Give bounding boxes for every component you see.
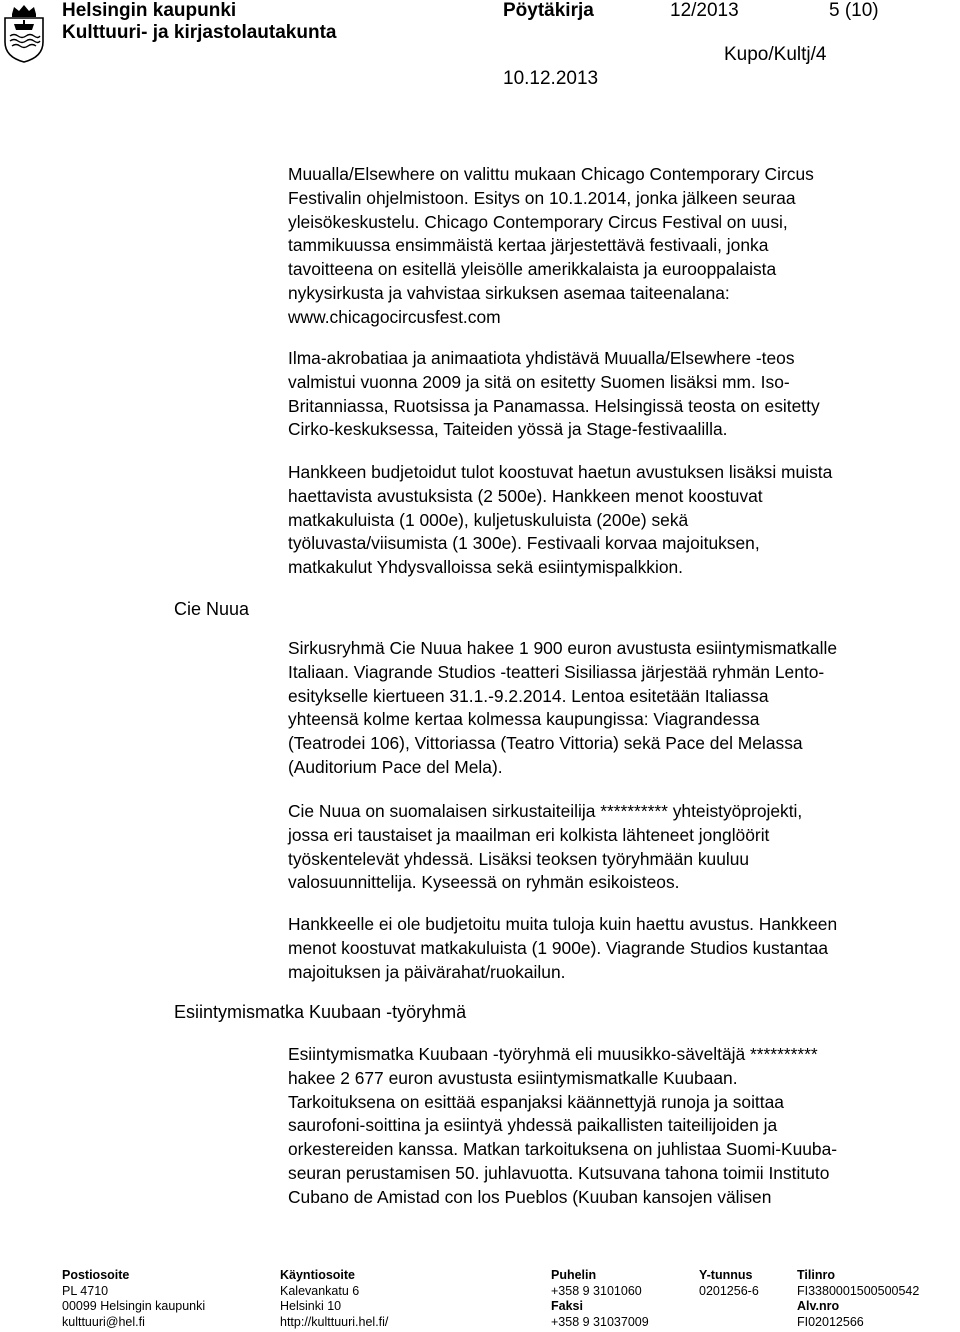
footer-ytunnus <box>699 1268 759 1299</box>
footer-website-link[interactable]: http://kulttuuri.hel.fi/ <box>280 1314 389 1329</box>
case-id: Kupo/Kultj/4 <box>724 44 827 65</box>
footer-tilinro-value: FI3380001500500542 <box>797 1283 920 1298</box>
footer-alv-value: FI02012566 <box>797 1314 864 1329</box>
paragraph-kuuba-application: Esiintymismatka Kuubaan -työryhmä eli muusikko-säveltäjä ********** hakee 2 677 euron avustusta esiintymismatkalle Kuubaan. Tarkoituksena on esittää espanjaksi käännettyjä runoja ja soittaa saurofoni-soittina ja esiintyä yhdessä paikallisten taiteilijoiden ja orkestereiden kanssa. Matkan tarkoituksena on juhlistaa Suomi-Kuuba- seuran perustamisen 50. juhlavuotta. Kutsuvana tahona toimii Instituto Cubano de Amistad con los Pueblos (Kuuban kansojen välisen <box>288 1044 838 1207</box>
paragraph-cie-nuua-budget: Hankkeelle ei ole budjetoitu muita tuloja kuin haettu avustus. Hankkeen menot koostuvat matkakuluista (1 900e). Viagrande Studios kustantaa majoituksen ja päivärahat/ruokailun. <box>288 914 838 982</box>
paragraph-work-history: Ilma-akrobatiaa ja animaatiota yhdistävä Muualla/Elsewhere -teos valmistui vuonna 2009 ja sitä on esitetty Suomen lisäksi mm. Iso- Britanniassa, Ruotsissa ja Panamassa. Helsingissä teosta on esitetty Cirko-keskuksessa, Taiteiden yössä ja Stage-festivaalilla. <box>288 348 820 440</box>
section-heading-cie-nuua: Cie Nuua <box>174 599 250 619</box>
footer-phone-value: +358 9 3101060 <box>551 1283 642 1298</box>
footer-visit <box>280 1268 388 1330</box>
footer-visit-line: Kalevankatu 6 <box>280 1283 360 1298</box>
footer-postal <box>62 1268 205 1330</box>
footer-postal-label: Postiosoite <box>62 1268 130 1282</box>
footer-tilinro-label: Tilinro <box>797 1268 835 1282</box>
paragraph-festival-intro: Muualla/Elsewhere on valittu mukaan Chicago Contemporary Circus Festivalin ohjelmistoon. Esitys on 10.1.2014, jonka jälkeen seuraa yleisökeskustelu. Chicago Contemporary Circus Festival on uusi, tammikuussa ensimmäistä kertaa järjestettävä festivaali, jonka tavoitteena on esitellä yleisölle amerikkalaista ja eurooppalaista nykysirkusta ja vahvistaa sirkuksen asemaa taiteenalana: www.chicagocircusfest.com <box>288 164 814 327</box>
footer-phone <box>551 1268 649 1330</box>
footer-visit-line: Helsinki 10 <box>280 1299 342 1313</box>
section-heading-kuuba: Esiintymismatka Kuubaan -työryhmä <box>174 1002 467 1022</box>
footer-postal-line: 00099 Helsingin kaupunki <box>62 1299 206 1313</box>
footer-postal-line: PL 4710 <box>62 1283 109 1298</box>
footer-ytunnus-label: Y-tunnus <box>699 1268 753 1282</box>
document-date: 10.12.2013 <box>503 68 599 89</box>
footer-alv-label: Alv.nro <box>797 1299 840 1313</box>
org-name: Helsingin kaupunki <box>62 0 237 21</box>
footer-fax-value: +358 9 31037009 <box>551 1314 649 1329</box>
paragraph-cie-nuua-application: Sirkusryhmä Cie Nuua hakee 1 900 euron avustusta esiintymismatkalle Italiaan. Viagrande Studios -teatteri Sisiliassa järjestää ryhmän Lento- esitykselle kiertueen 31.1.-9.2.2014. Lentoa esitetään Italiassa yhteensä kolme kertaa kolmessa kaupungissa: Viagrandessa (Teatrodei 106), Vittoriassa (Teatro Vittoria) sekä Pace del Melassa (Auditorium Pace del Mela). <box>288 638 838 777</box>
footer-ytunnus-value: 0201256-6 <box>699 1283 759 1298</box>
board-name: Kulttuuri- ja kirjastolautakunta <box>62 22 337 43</box>
paragraph-budget: Hankkeen budjetoidut tulot koostuvat haetun avustuksen lisäksi muista haettavista avustuksista (2 500e). Hankkeen menot koostuvat matkakuluista (1 000e), kuljetuskuluista (200e) sekä työluvasta/viisumista (1 300e). Festivaali korvaa majoituksen, matkakulut Yhdysvalloissa sekä esiintymispalkkion. <box>288 462 833 578</box>
paragraph-cie-nuua-about: Cie Nuua on suomalaisen sirkustaiteilija ********** yhteistyöprojekti, jossa eri taustaiset ja maailman eri kolkista lähteneet jonglöörit työskentelevät yhdessä. Lisäksi teoksen työryhmään kuuluu valosuunnittelija. Kyseessä on ryhmän esikoisteos. <box>288 801 803 893</box>
footer-fax-label: Faksi <box>551 1299 583 1313</box>
footer-email-link[interactable]: kulttuuri@hel.fi <box>62 1314 145 1329</box>
footer-phone-label: Puhelin <box>551 1268 597 1282</box>
page-number: 5 (10) <box>829 0 879 21</box>
helsinki-crest-logo <box>2 2 46 64</box>
document-type: Pöytäkirja <box>503 0 594 21</box>
footer-visit-label: Käyntiosoite <box>280 1268 356 1282</box>
document-number: 12/2013 <box>670 0 739 21</box>
footer-tilinro <box>797 1268 919 1330</box>
